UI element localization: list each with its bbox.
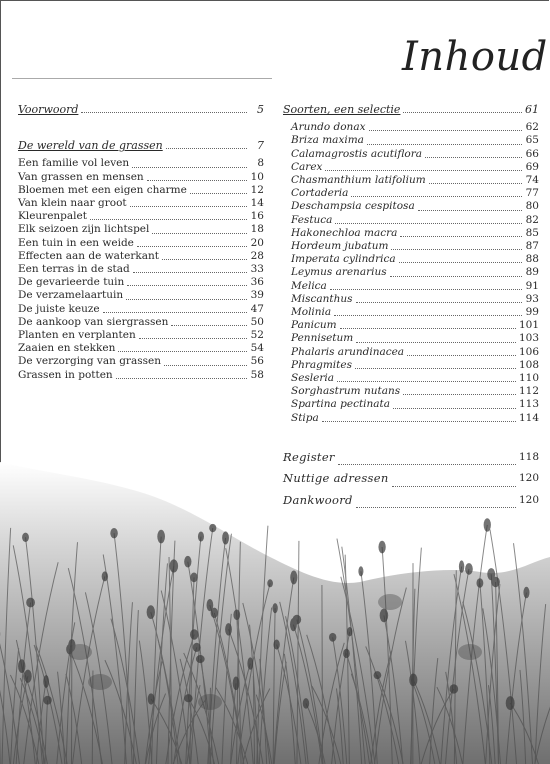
toc-entry-label: Melica xyxy=(291,279,327,292)
toc-entry-page: 61 xyxy=(525,103,539,116)
grass-seedhead xyxy=(184,694,192,702)
toc-entry[interactable] xyxy=(283,227,539,240)
leader-dots xyxy=(369,130,523,131)
leader-dots xyxy=(118,351,247,352)
toc-entry-label: De verzorging van grassen xyxy=(18,355,161,368)
toc-entry-label: Nuttige adressen xyxy=(283,471,389,486)
toc-entry[interactable] xyxy=(18,184,264,197)
toc-entry-label: Imperata cylindrica xyxy=(291,253,396,266)
toc-entry-label: De gevarieerde tuin xyxy=(18,276,125,289)
grass-seedhead xyxy=(487,568,495,580)
toc-entry-page: 120 xyxy=(518,472,539,485)
leader-dots xyxy=(132,167,247,168)
toc-entry-label: Carex xyxy=(291,160,323,173)
leader-dots xyxy=(407,355,516,356)
page-title: Inhoud xyxy=(402,34,548,80)
toc-entry-page: 110 xyxy=(518,372,539,385)
toc-entry-label: Spartina pectinata xyxy=(291,398,391,411)
toc-entry-page: 7 xyxy=(257,139,264,153)
grass-seedhead xyxy=(273,639,279,649)
toc-entry-page: 66 xyxy=(525,147,539,160)
leader-dots xyxy=(147,180,247,181)
toc-left-column xyxy=(18,103,264,382)
toc-entry[interactable] xyxy=(18,223,264,236)
toc-entry[interactable] xyxy=(283,253,539,266)
toc-entry-page: 5 xyxy=(257,103,264,116)
toc-entry[interactable] xyxy=(18,342,264,355)
leader-dots xyxy=(393,408,516,409)
toc-entry-page: 89 xyxy=(525,266,539,279)
toc-entry[interactable] xyxy=(283,214,539,227)
poppy-flower xyxy=(68,644,92,660)
toc-entry[interactable] xyxy=(18,263,264,276)
leader-dots xyxy=(399,262,522,263)
toc-entry-label: Sesleria xyxy=(291,372,335,385)
toc-entry[interactable] xyxy=(18,171,264,184)
poppy-flower xyxy=(88,674,112,690)
toc-entry-label: Briza maxima xyxy=(291,134,364,147)
toc-entry-label: Register xyxy=(283,449,335,464)
toc-entry[interactable] xyxy=(18,355,264,368)
grass-seedhead xyxy=(409,673,417,686)
grass-seedhead xyxy=(358,566,363,576)
toc-entry-label: De verzamelaartuin xyxy=(18,289,124,302)
grass-seedhead xyxy=(380,609,389,623)
leader-dots xyxy=(429,183,522,184)
toc-entry[interactable] xyxy=(283,266,539,279)
toc-entry[interactable] xyxy=(18,250,264,263)
toc-entry-wereld[interactable] xyxy=(18,139,264,152)
toc-entry-page: 36 xyxy=(250,276,264,289)
leader-dots xyxy=(425,157,522,158)
toc-entry[interactable] xyxy=(283,319,539,332)
leader-dots xyxy=(400,236,522,237)
toc-entry-page: 47 xyxy=(250,302,264,315)
grass-seedhead xyxy=(196,655,205,663)
toc-entry-page: 16 xyxy=(250,210,264,223)
toc-entry-label: Bloemen met een eigen charme xyxy=(18,183,187,196)
toc-entry-page: 113 xyxy=(518,398,539,411)
toc-entry-voorwoord[interactable] xyxy=(18,103,264,116)
leader-dots xyxy=(81,112,247,113)
toc-entry-page: 58 xyxy=(250,368,264,381)
toc-entry[interactable] xyxy=(18,369,264,382)
grass-seedhead xyxy=(449,684,458,693)
toc-entry[interactable] xyxy=(18,210,264,223)
grass-seedhead xyxy=(247,657,253,669)
leader-dots xyxy=(103,312,247,313)
grass-seedhead xyxy=(343,649,350,658)
leader-dots xyxy=(127,285,247,286)
toc-entry-page: 39 xyxy=(250,289,264,302)
toc-entry-label: Panicum xyxy=(291,319,337,332)
toc-entry[interactable] xyxy=(283,385,539,398)
leader-dots xyxy=(162,259,247,260)
toc-entry-label: Voorwoord xyxy=(18,103,79,116)
toc-entry-label: Planten en verplanten xyxy=(18,329,136,342)
leader-dots xyxy=(356,302,522,303)
toc-entry-soorten[interactable] xyxy=(283,103,539,116)
toc-entry-page: 114 xyxy=(518,411,539,424)
toc-entry-label: De aankoop van siergrassen xyxy=(18,315,169,328)
toc-entry-label: Chasmanthium latifolium xyxy=(291,174,426,187)
grass-seedhead xyxy=(303,698,309,708)
toc-entry-label: Dankwoord xyxy=(283,492,353,507)
toc-entry-page: 65 xyxy=(525,134,539,147)
toc-entry[interactable] xyxy=(283,187,539,200)
leader-dots xyxy=(116,378,247,379)
toc-entry[interactable] xyxy=(283,359,539,372)
toc-entry[interactable] xyxy=(18,303,264,316)
leader-dots xyxy=(337,381,516,382)
grass-stalk xyxy=(322,585,323,764)
grass-seedhead xyxy=(267,579,273,587)
toc-entry-label: Cortaderia xyxy=(291,187,349,200)
header-rule xyxy=(12,78,272,79)
grass-seedhead xyxy=(233,609,240,620)
toc-entry[interactable] xyxy=(283,134,539,147)
toc-entry-page: 120 xyxy=(518,493,539,506)
toc-entry[interactable] xyxy=(283,174,539,187)
grass-seedhead xyxy=(293,615,302,625)
leader-dots xyxy=(164,365,247,366)
leader-dots xyxy=(340,328,516,329)
leader-dots xyxy=(90,219,247,220)
toc-entry-label: De wereld van de grassen xyxy=(18,139,163,153)
grass-seedhead xyxy=(169,559,178,572)
leader-dots xyxy=(139,338,247,339)
toc-entry[interactable] xyxy=(283,280,539,293)
toc-entry-page: 103 xyxy=(518,332,539,345)
toc-entry-label: Molinia xyxy=(291,306,332,319)
grass-seedhead xyxy=(523,587,529,599)
toc-entry[interactable] xyxy=(18,316,264,329)
toc-entry-page: 8 xyxy=(257,157,264,170)
toc-entry[interactable] xyxy=(18,276,264,289)
poppy-flower xyxy=(198,694,222,710)
grass-seedhead xyxy=(184,556,191,568)
toc-entry[interactable] xyxy=(283,306,539,319)
toc-entry-page: 10 xyxy=(250,170,264,183)
leader-dots xyxy=(355,368,516,369)
toc-entry[interactable] xyxy=(283,200,539,213)
toc-entry[interactable] xyxy=(283,148,539,161)
toc-entry-label: Pennisetum xyxy=(291,332,354,345)
toc-entry[interactable] xyxy=(283,240,539,253)
grass-seedhead xyxy=(233,677,240,691)
toc-entry-page: 54 xyxy=(250,342,264,355)
toc-entry-page: 99 xyxy=(525,306,539,319)
toc-entry[interactable] xyxy=(283,332,539,345)
toc-entry-label: Kleurenpalet xyxy=(18,210,87,223)
grass-seedhead xyxy=(110,528,118,538)
grass-seedhead xyxy=(209,524,216,532)
grass-seedhead xyxy=(378,541,385,554)
leader-dots xyxy=(133,272,247,273)
toc-entry[interactable] xyxy=(18,157,264,170)
toc-left-list xyxy=(18,157,264,381)
poppy-flower xyxy=(458,644,482,660)
toc-entry-page: 62 xyxy=(525,121,539,134)
grass-seedhead xyxy=(484,518,491,531)
toc-entry-label: Een terras in de stad xyxy=(18,263,130,276)
grass-field-illustration xyxy=(0,452,550,764)
leader-dots xyxy=(166,148,247,149)
toc-entry[interactable] xyxy=(18,289,264,302)
grass-seedhead xyxy=(102,571,108,581)
toc-entry-page: 28 xyxy=(250,249,264,262)
grass-seedhead xyxy=(18,659,25,673)
toc-entry[interactable] xyxy=(283,161,539,174)
toc-entry-label: Calamagrostis acutiflora xyxy=(291,147,422,160)
toc-entry-label: Grassen in potten xyxy=(18,368,113,381)
grass-seedhead xyxy=(465,563,473,575)
leader-dots xyxy=(126,299,247,300)
grass-seedhead xyxy=(147,605,155,619)
leader-dots xyxy=(190,193,247,194)
toc-entry-page: 50 xyxy=(250,315,264,328)
toc-entry[interactable] xyxy=(283,372,539,385)
grass-seedhead xyxy=(43,675,49,688)
toc-entry-label: Stipa xyxy=(291,411,319,424)
toc-entry-label: Van grassen en mensen xyxy=(18,170,144,183)
toc-entry-page: 88 xyxy=(525,253,539,266)
toc-entry-page: 85 xyxy=(525,226,539,239)
toc-entry-page: 56 xyxy=(250,355,264,368)
grass-seedhead xyxy=(24,670,32,683)
leader-dots xyxy=(322,421,516,422)
toc-entry-label: Hakonechloa macra xyxy=(291,226,398,239)
toc-entry-page: 118 xyxy=(518,450,539,463)
grass-seedhead xyxy=(190,629,198,639)
toc-entry-label: Van klein naar groot xyxy=(18,197,127,210)
grass-seedhead xyxy=(198,531,204,541)
toc-entry-label: Miscanthus xyxy=(291,292,353,305)
toc-entry[interactable] xyxy=(283,398,539,411)
toc-entry-page: 20 xyxy=(250,236,264,249)
grass-seedhead xyxy=(222,531,229,544)
leader-dots xyxy=(390,276,522,277)
leader-dots xyxy=(403,394,516,395)
toc-entry[interactable] xyxy=(18,197,264,210)
toc-entry-page: 108 xyxy=(518,358,539,371)
toc-entry-page: 112 xyxy=(518,385,539,398)
grass-seedhead xyxy=(207,599,214,611)
grass-seedhead xyxy=(43,696,51,705)
toc-entry[interactable] xyxy=(283,346,539,359)
leader-dots xyxy=(171,325,247,326)
toc-entry[interactable] xyxy=(18,329,264,342)
toc-entry-label: Elk seizoen zijn lichtspel xyxy=(18,223,150,236)
grass-seedhead xyxy=(506,696,515,710)
toc-entry-label: Deschampsia cespitosa xyxy=(291,200,415,213)
grass-seedhead xyxy=(476,578,483,588)
grass-seedhead xyxy=(329,633,336,642)
grass-seedhead xyxy=(157,530,165,544)
leader-dots xyxy=(418,210,522,211)
grass-seedhead xyxy=(190,572,197,582)
toc-entry-label: Soorten, een selectie xyxy=(283,103,401,116)
toc-species-list xyxy=(283,121,539,425)
leader-dots xyxy=(325,170,522,171)
toc-entry-label: Een tuin in een weide xyxy=(18,236,134,249)
poppy-flower xyxy=(378,594,402,610)
toc-entry-label: Leymus arenarius xyxy=(291,266,387,279)
toc-entry[interactable] xyxy=(283,121,539,134)
toc-entry-page: 101 xyxy=(518,319,539,332)
leader-dots xyxy=(137,246,247,247)
leader-dots xyxy=(403,112,522,113)
toc-entry[interactable] xyxy=(283,293,539,306)
leader-dots xyxy=(351,196,522,197)
leader-dots xyxy=(367,144,522,145)
leader-dots xyxy=(130,206,247,207)
toc-entry-page: 77 xyxy=(525,187,539,200)
toc-entry-label: De juiste keuze xyxy=(18,302,100,315)
toc-entry-page: 106 xyxy=(518,345,539,358)
grass-seedhead xyxy=(290,571,297,585)
leader-dots xyxy=(356,342,516,343)
leader-dots xyxy=(391,249,522,250)
toc-entry-label: Een familie vol leven xyxy=(18,157,130,170)
grass-seedhead xyxy=(26,598,35,608)
toc-entry-label: Zaaien en stekken xyxy=(18,342,116,355)
toc-entry-label: Hordeum jubatum xyxy=(291,240,389,253)
toc-entry-label: Arundo donax xyxy=(291,121,366,134)
toc-entry-page: 52 xyxy=(250,329,264,342)
toc-entry-page: 69 xyxy=(525,160,539,173)
grass-seedhead xyxy=(374,671,382,679)
toc-entry-page: 18 xyxy=(250,223,264,236)
grass-seedhead xyxy=(148,693,155,704)
grass-seedhead xyxy=(347,627,353,636)
toc-entry[interactable] xyxy=(283,412,539,425)
toc-entry-page: 74 xyxy=(525,174,539,187)
toc-entry-page: 87 xyxy=(525,240,539,253)
toc-entry-label: Phragmites xyxy=(291,358,352,371)
leader-dots xyxy=(152,233,247,234)
grass-seedhead xyxy=(272,603,277,613)
grass-seedhead xyxy=(22,533,29,542)
toc-entry-label: Phalaris arundinacea xyxy=(291,345,405,358)
toc-entry[interactable] xyxy=(18,237,264,250)
toc-entry-page: 80 xyxy=(525,200,539,213)
leader-dots xyxy=(330,289,522,290)
toc-entry-label: Festuca xyxy=(291,213,333,226)
toc-entry-page: 14 xyxy=(250,197,264,210)
grass-seedhead xyxy=(225,623,232,635)
grass-field-photo xyxy=(0,452,550,764)
toc-entry-page: 12 xyxy=(250,183,264,196)
toc-entry-label: Effecten aan de waterkant xyxy=(18,249,159,262)
toc-entry-page: 93 xyxy=(525,292,539,305)
toc-right-column xyxy=(283,103,539,511)
toc-entry-page: 33 xyxy=(250,263,264,276)
leader-dots xyxy=(334,315,522,316)
toc-entry-page: 82 xyxy=(525,213,539,226)
grass-seedhead xyxy=(193,643,201,652)
toc-entry-label: Sorghastrum nutans xyxy=(291,385,401,398)
leader-dots xyxy=(335,223,522,224)
grass-seedhead xyxy=(459,560,464,572)
toc-entry-page: 91 xyxy=(525,279,539,292)
